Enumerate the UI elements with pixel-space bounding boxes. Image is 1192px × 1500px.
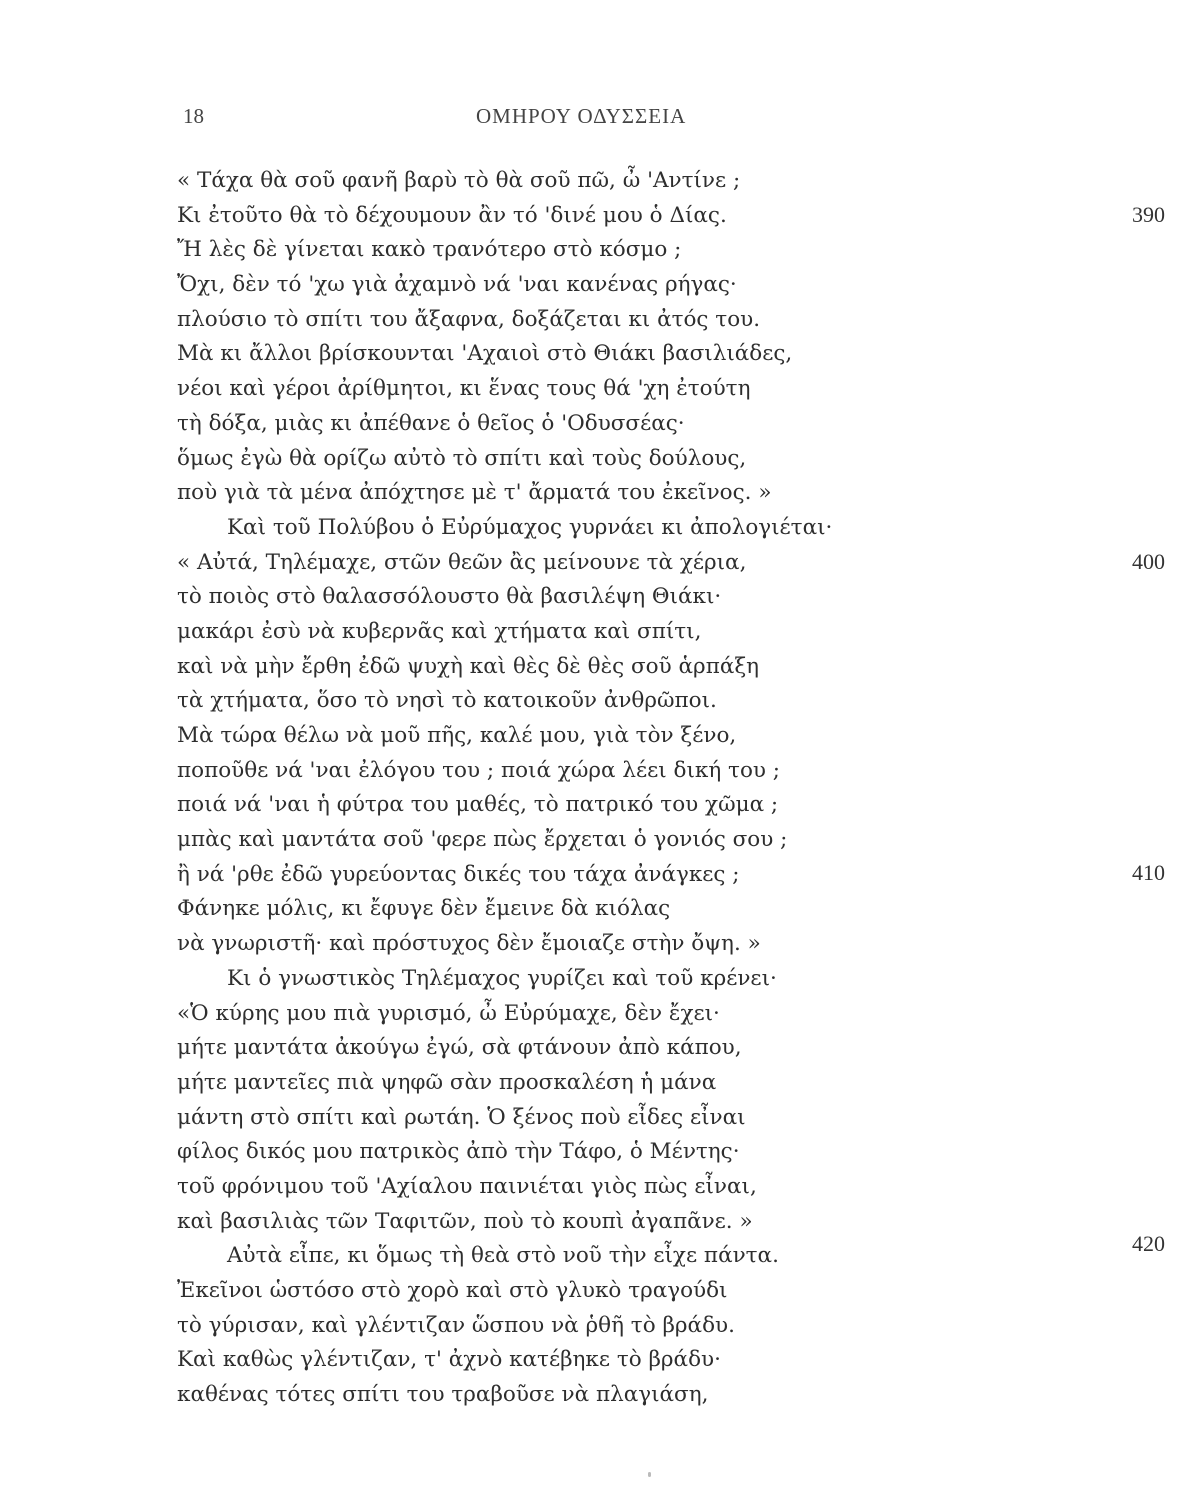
verse-line: καὶ βασιλιὰς τῶν Ταφιτῶν, ποὺ τὸ κουπὶ ἀγαπᾶνε. »	[177, 1208, 753, 1234]
verse-line: τὸ ποιὸς στὸ θαλασσόλουστο θὰ βασιλέψη Θιάκι·	[177, 584, 722, 610]
verse-line: ποὺ γιὰ τὰ μένα ἀπόχτησε μὲ τ' ἄρματά του ἐκεῖνος. »	[177, 480, 772, 506]
verse-line: τοῦ φρόνιμου τοῦ 'Αχίαλου παινιέται γιὸς πὼς εἶναι,	[177, 1173, 757, 1199]
verse-block	[177, 164, 1165, 1413]
verse-line: Φάνηκε μόλις, κι ἔφυγε δὲν ἔμεινε δὰ κιόλας	[177, 896, 671, 922]
verse-line: « Αὐτά, Τηλέμαχε, στῶν θεῶν ἂς μείνουνε τὰ χέρια,	[177, 549, 747, 575]
verse-line: Ἤ λὲς δὲ γίνεται κακὸ τρανότερο στὸ κόσμο ;	[177, 237, 682, 263]
verse-line: «Ὁ κύρης μου πιὰ γυρισμό, ὦ Εὐρύμαχε, δὲν ἔχει·	[177, 1000, 720, 1026]
verse-line: τὴ δόξα, μιὰς κι ἀπέθανε ὁ θεῖος ὁ 'Οδυσσέας·	[177, 410, 685, 436]
verse-line: Μὰ κι ἄλλοι βρίσκουνται 'Αχαιοὶ στὸ Θιάκι βασιλιάδες,	[177, 341, 793, 367]
verse-line: φίλος δικός μου πατρικὸς ἀπὸ τὴν Τάφο, ὁ Μέντης·	[177, 1139, 740, 1165]
verse-line: καθένας τότες σπίτι του τραβοῦσε νὰ πλαγιάση,	[177, 1382, 709, 1408]
verse-line: Κι ἐτοῦτο θὰ τὸ δέχουμουν ἂν τό 'δινέ μου ὁ Δίας.	[177, 202, 727, 228]
paper-speck	[648, 1472, 651, 1477]
verse-line: Καὶ τοῦ Πολύβου ὁ Εὐρύμαχος γυρνάει κι ἀπολογιέται·	[227, 514, 833, 540]
verse-line: Ὄχι, δὲν τό 'χω γιὰ ἀχαμνὸ νά 'ναι κανένας ρήγας·	[177, 272, 737, 298]
verse-line: μήτε μαντάτα ἀκούγω ἐγώ, σὰ φτάνουν ἀπὸ κάπου,	[177, 1035, 742, 1061]
verse-line: πλούσιο τὸ σπίτι του ἄξαφνα, δοξάζεται κι ἀτός του.	[177, 306, 761, 332]
verse-line: « Τάχα θὰ σοῦ φανῆ βαρὺ τὸ θὰ σοῦ πῶ, ὦ 'Αντίνε ;	[177, 168, 741, 193]
verse-line: μπὰς καὶ μαντάτα σοῦ 'φερε πὼς ἔρχεται ὁ γονιός σου ;	[177, 827, 788, 853]
verse-line: Ἐκεῖνοι ὡστόσο στὸ χορὸ καὶ στὸ γλυκὸ τραγούδι	[177, 1278, 728, 1303]
verse-line: νὰ γνωριστῆ· καὶ πρόστυχος δὲν ἔμοιαζε στὴν ὄψη. »	[177, 931, 761, 957]
line-number: 390	[1132, 202, 1165, 227]
verse-line: μάντη στὸ σπίτι καὶ ρωτάη. Ὁ ξένος ποὺ εἶδες εἶναι	[177, 1104, 746, 1130]
verse-line: Μὰ τώρα θέλω νὰ μοῦ πῆς, καλέ μου, γιὰ τὸν ξένο,	[177, 723, 737, 748]
verse-line: ἢ νά 'ρθε ἐδῶ γυρεύοντας δικές του τάχα ἀνάγκες ;	[177, 861, 740, 887]
line-number: 400	[1132, 549, 1165, 574]
line-number: 410	[1132, 860, 1165, 885]
verse-line: Καὶ καθὼς γλέντιζαν, τ' ἀχνὸ κατέβηκε τὸ βράδυ·	[177, 1347, 721, 1373]
verse-line: Αὐτὰ εἶπε, κι ὅμως τὴ θεὰ στὸ νοῦ τὴν εἶχε πάντα.	[227, 1243, 779, 1269]
verse-line: νέοι καὶ γέροι ἀρίθμητοι, κι ἕνας τους θά 'χη ἐτούτη	[177, 376, 751, 402]
verse-line: τὸ γύρισαν, καὶ γλέντιζαν ὥσπου νὰ ῥθῆ τὸ βράδυ.	[177, 1312, 735, 1338]
running-title: ΟΜΗΡΟΥ ΟΔΥΣΣΕΙΑ	[476, 104, 687, 128]
verse-line: ποποῦθε νά 'ναι ἐλόγου του ; ποιά χώρα λέει δική του ;	[177, 757, 781, 783]
verse-line: μακάρι ἐσὺ νὰ κυβερνᾶς καὶ χτήματα καὶ σπίτι,	[177, 618, 702, 644]
page-number: 18	[183, 104, 204, 128]
verse-line: ποιά νά 'ναι ἡ φύτρα του μαθές, τὸ πατρικό του χῶμα ;	[177, 792, 779, 818]
verse-line: τὰ χτήματα, ὅσο τὸ νησὶ τὸ κατοικοῦν ἀνθρῶποι.	[177, 688, 717, 714]
verse-line: καὶ νὰ μὴν ἔρθη ἐδῶ ψυχὴ καὶ θὲς δὲ θὲς σοῦ ἁρπάξη	[177, 653, 760, 679]
verse-line: Κι ὁ γνωστικὸς Τηλέμαχος γυρίζει καὶ τοῦ κρένει·	[227, 965, 777, 991]
verse-line: ὅμως ἐγὼ θὰ ορίζω αὐτὸ τὸ σπίτι καὶ τοὺς δούλους,	[177, 445, 747, 471]
verse-line: μήτε μαντεῖες πιὰ ψηφῶ σὰν προσκαλέση ἡ μάνα	[177, 1069, 717, 1095]
line-number: 420	[1132, 1231, 1165, 1256]
